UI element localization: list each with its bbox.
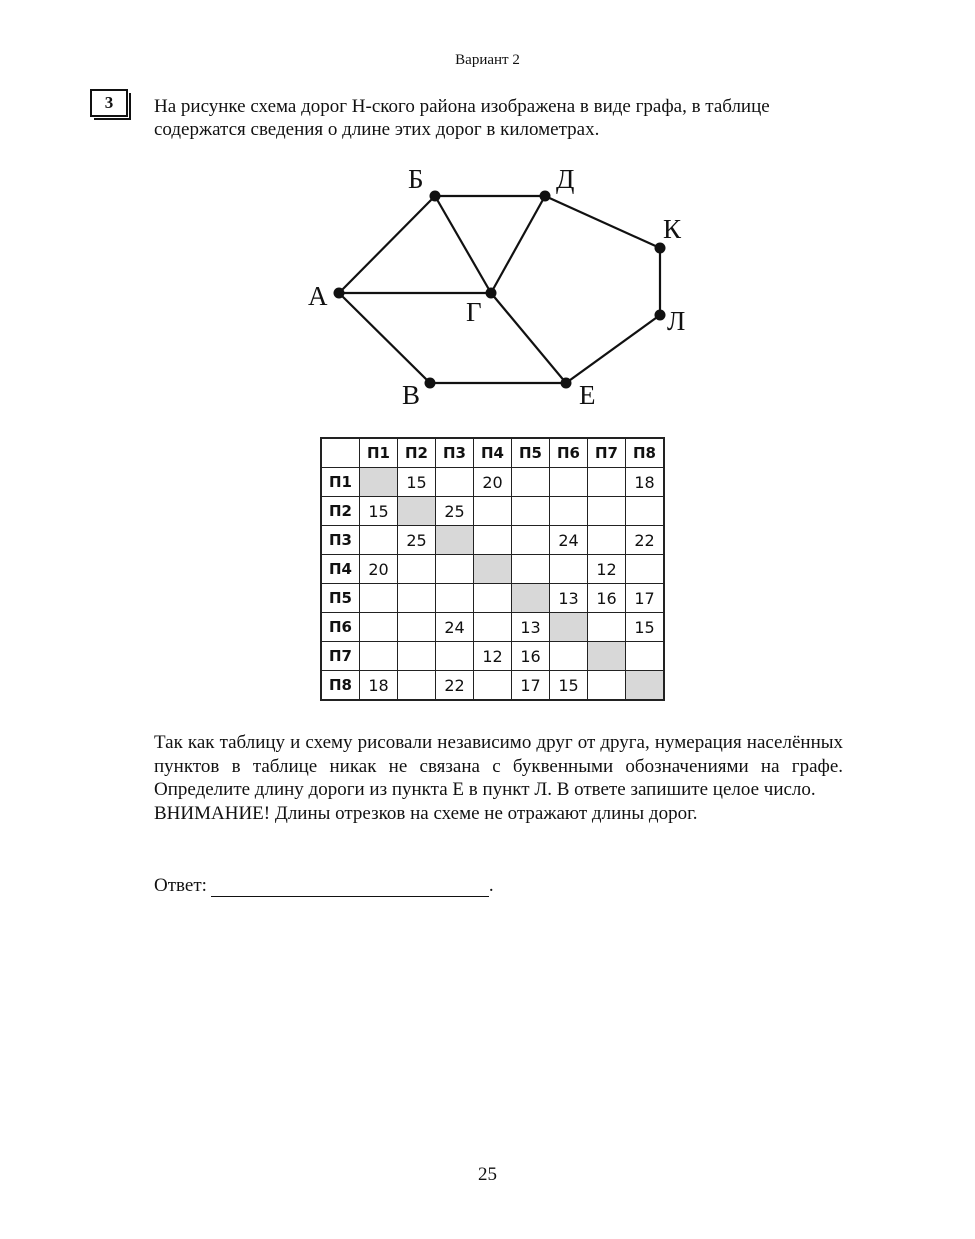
column-header: П3 (436, 438, 474, 468)
distance-cell: 17 (626, 584, 665, 613)
graph-node-label-B: Б (408, 164, 424, 194)
graph-node-label-A: А (308, 281, 328, 311)
answer-suffix: . (488, 875, 494, 896)
distance-cell: 22 (436, 671, 474, 701)
distance-cell (512, 468, 550, 497)
row-header: П6 (321, 613, 360, 642)
column-header: П7 (588, 438, 626, 468)
road-edge-D-G (491, 196, 545, 293)
table-corner-cell (321, 438, 360, 468)
distance-cell: 13 (550, 584, 588, 613)
distance-cell: 18 (626, 468, 665, 497)
distance-cell (626, 497, 665, 526)
column-header: П5 (512, 438, 550, 468)
distance-cell (626, 642, 665, 671)
distance-cell (626, 555, 665, 584)
graph-node-E (561, 378, 572, 389)
distance-cell (360, 584, 398, 613)
diagonal-cell (474, 555, 512, 584)
distance-cell (588, 497, 626, 526)
graph-node-label-K: К (663, 214, 682, 244)
table-row (321, 555, 664, 584)
graph-node-label-D: Д (556, 164, 575, 194)
answer-field[interactable] (211, 878, 489, 897)
column-header: П1 (360, 438, 398, 468)
distance-cell: 18 (360, 671, 398, 701)
distance-cell (398, 555, 436, 584)
road-graph (0, 0, 975, 430)
distance-cell: 25 (436, 497, 474, 526)
distance-cell (398, 671, 436, 701)
distance-cell (436, 642, 474, 671)
distance-cell (474, 613, 512, 642)
distance-cell: 16 (588, 584, 626, 613)
distance-cell (436, 584, 474, 613)
distance-cell (512, 497, 550, 526)
graph-node-D (540, 191, 551, 202)
table-row (321, 526, 664, 555)
graph-node-K (655, 243, 666, 254)
graph-node-label-V: В (402, 380, 421, 410)
distance-cell (512, 555, 550, 584)
distance-cell: 12 (588, 555, 626, 584)
graph-node-label-G: Г (466, 297, 482, 327)
task-intro: На рисунке схема дорог Н-ского района изображена в виде графа, в таблице содержатся сведения о длине этих дорог в километрах. (154, 96, 770, 140)
distance-cell: 15 (398, 468, 436, 497)
graph-node-A (334, 288, 345, 299)
distance-cell: 17 (512, 671, 550, 701)
distance-cell (474, 671, 512, 701)
road-edge-G-E (491, 293, 566, 383)
diagonal-cell (360, 468, 398, 497)
diagonal-cell (626, 671, 665, 701)
distance-cell (474, 497, 512, 526)
road-edge-L-E (566, 315, 660, 383)
description-paragraph: Так как таблицу и схему рисовали независимо друг от друга, нумерация населённых пунктов в таблице никак не связана с буквенными обозначениями на графе. Определите длину дороги из пункта Е в пункт Л. В ответе запишите целое число. (154, 732, 843, 800)
distance-cell: 15 (550, 671, 588, 701)
column-header: П6 (550, 438, 588, 468)
graph-node-L (655, 310, 666, 321)
distance-cell (588, 671, 626, 701)
row-header: П8 (321, 671, 360, 701)
distance-cell (550, 468, 588, 497)
road-edge-D-K (545, 196, 660, 248)
distance-cell: 15 (360, 497, 398, 526)
distance-cell (550, 555, 588, 584)
road-edge-B-G (435, 196, 491, 293)
table-header-row (321, 438, 664, 468)
distance-cell: 24 (436, 613, 474, 642)
task-number-box: 3 (90, 89, 128, 117)
distance-cell (398, 613, 436, 642)
distance-table (320, 437, 665, 701)
row-header: П2 (321, 497, 360, 526)
graph-node-V (425, 378, 436, 389)
distance-cell: 22 (626, 526, 665, 555)
graph-node-G (486, 288, 497, 299)
row-header: П5 (321, 584, 360, 613)
column-header: П8 (626, 438, 665, 468)
distance-cell: 24 (550, 526, 588, 555)
distance-cell (474, 584, 512, 613)
distance-cell: 20 (474, 468, 512, 497)
distance-cell (360, 642, 398, 671)
column-header: П2 (398, 438, 436, 468)
distance-cell: 20 (360, 555, 398, 584)
distance-cell (550, 642, 588, 671)
diagonal-cell (436, 526, 474, 555)
answer-row (154, 875, 494, 897)
distance-cell (474, 526, 512, 555)
table-row (321, 468, 664, 497)
table-row (321, 642, 664, 671)
distance-cell (512, 526, 550, 555)
distance-cell (360, 526, 398, 555)
distance-cell (436, 555, 474, 584)
distance-cell (436, 468, 474, 497)
row-header: П4 (321, 555, 360, 584)
distance-cell (360, 613, 398, 642)
graph-node-B (430, 191, 441, 202)
row-header: П7 (321, 642, 360, 671)
answer-label: Ответ: (154, 875, 207, 896)
row-header: П3 (321, 526, 360, 555)
distance-cell: 15 (626, 613, 665, 642)
distance-cell (398, 642, 436, 671)
distance-cell (398, 584, 436, 613)
road-edge-A-B (339, 196, 435, 293)
road-edge-A-V (339, 293, 430, 383)
graph-node-label-L: Л (667, 306, 686, 336)
distance-cell (588, 526, 626, 555)
distance-cell: 13 (512, 613, 550, 642)
page-number: 25 (478, 1164, 497, 1185)
variant-header: Вариант 2 (455, 52, 520, 68)
table-row (321, 671, 664, 701)
warning-text: ВНИМАНИЕ! Длины отрезков на схеме не отражают длины дорог. (154, 802, 698, 824)
distance-cell (588, 613, 626, 642)
distance-cell: 12 (474, 642, 512, 671)
diagonal-cell (512, 584, 550, 613)
table-row (321, 497, 664, 526)
diagonal-cell (550, 613, 588, 642)
graph-node-label-E: Е (579, 380, 596, 410)
diagonal-cell (588, 642, 626, 671)
row-header: П1 (321, 468, 360, 497)
table-row (321, 613, 664, 642)
task-description (154, 731, 843, 825)
column-header: П4 (474, 438, 512, 468)
diagonal-cell (398, 497, 436, 526)
distance-cell: 25 (398, 526, 436, 555)
distance-cell: 16 (512, 642, 550, 671)
distance-cell (550, 497, 588, 526)
distance-cell (588, 468, 626, 497)
table-row (321, 584, 664, 613)
